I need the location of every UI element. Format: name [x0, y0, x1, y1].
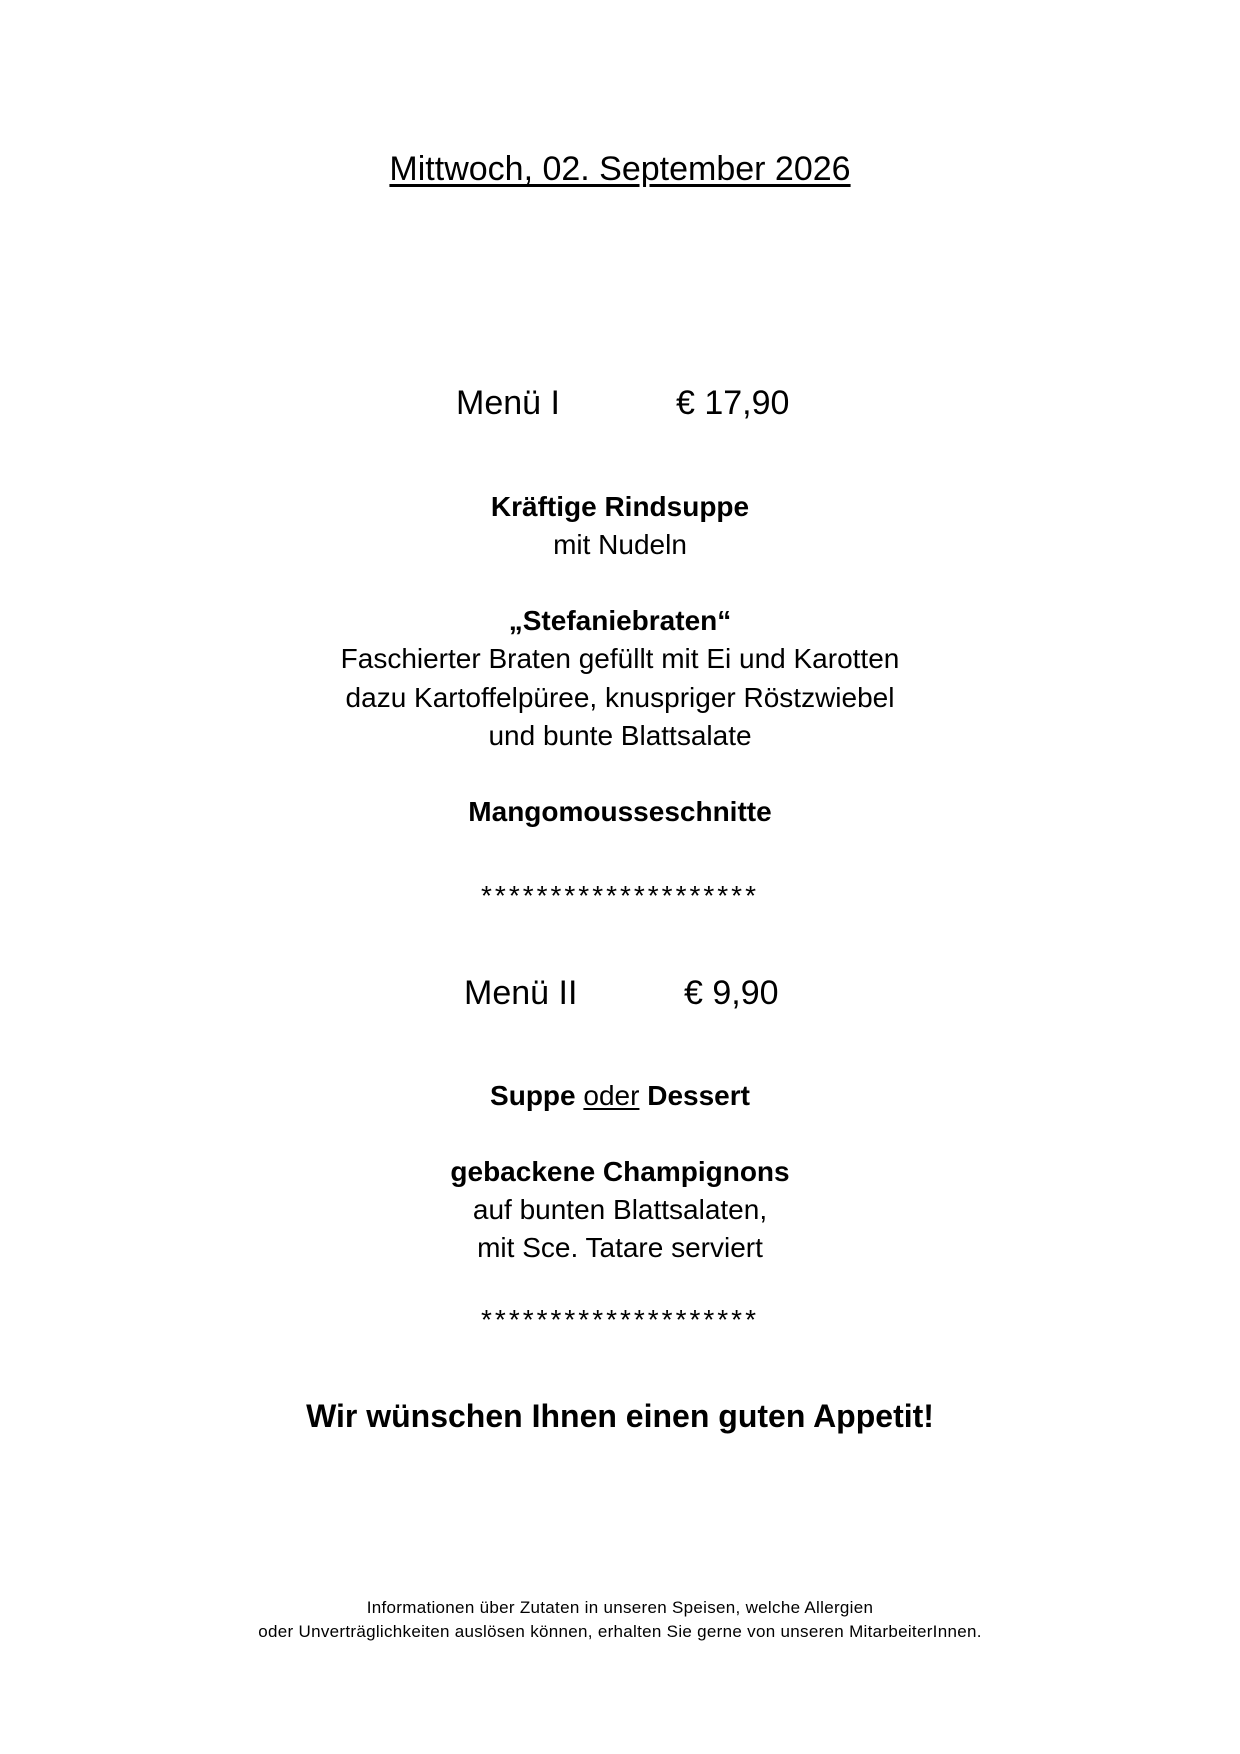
- closing-greeting: Wir wünschen Ihnen einen guten Appetit!: [306, 1398, 934, 1434]
- menu2-price: € 9,90: [684, 974, 779, 1012]
- menu2-main-line: mit Sce. Tatare serviert: [477, 1232, 763, 1263]
- menu2-name: Menü II: [464, 974, 578, 1012]
- menu2-choice-b: Dessert: [647, 1080, 750, 1111]
- menu1-main-line: Faschierter Braten gefüllt mit Ei und Karotten: [340, 643, 900, 674]
- menu2-choice: [0, 1077, 1240, 1115]
- separator: ********************: [481, 1304, 759, 1335]
- page-title: Mittwoch, 02. September 2026: [389, 150, 851, 188]
- menu1-main-line: und bunte Blattsalate: [488, 720, 752, 751]
- menu1-main-title: „Stefaniebraten“: [508, 605, 732, 636]
- menu2-choice-a: Suppe: [490, 1080, 576, 1111]
- menu2-choice-or: oder: [583, 1080, 640, 1111]
- menu1-soup-detail: mit Nudeln: [553, 529, 687, 560]
- menu1-soup-title: Kräftige Rindsuppe: [490, 491, 750, 522]
- menu1-price: € 17,90: [676, 384, 790, 422]
- allergy-footer-line: oder Unverträglichkeiten auslösen können, erhalten Sie gerne von unseren MitarbeiterInnen.: [258, 1622, 982, 1641]
- separator: ********************: [481, 880, 759, 911]
- menu2-main-line: auf bunten Blattsalaten,: [472, 1194, 768, 1225]
- menu1-main-line: dazu Kartoffelpüree, knuspriger Röstzwiebel: [345, 682, 895, 713]
- menu2-main-title: gebackene Champignons: [450, 1156, 790, 1187]
- allergy-footer-line: Informationen über Zutaten in unseren Speisen, welche Allergien: [366, 1598, 874, 1617]
- menu1-name: Menü I: [456, 384, 560, 422]
- menu1-dessert: Mangomousseschnitte: [468, 796, 772, 827]
